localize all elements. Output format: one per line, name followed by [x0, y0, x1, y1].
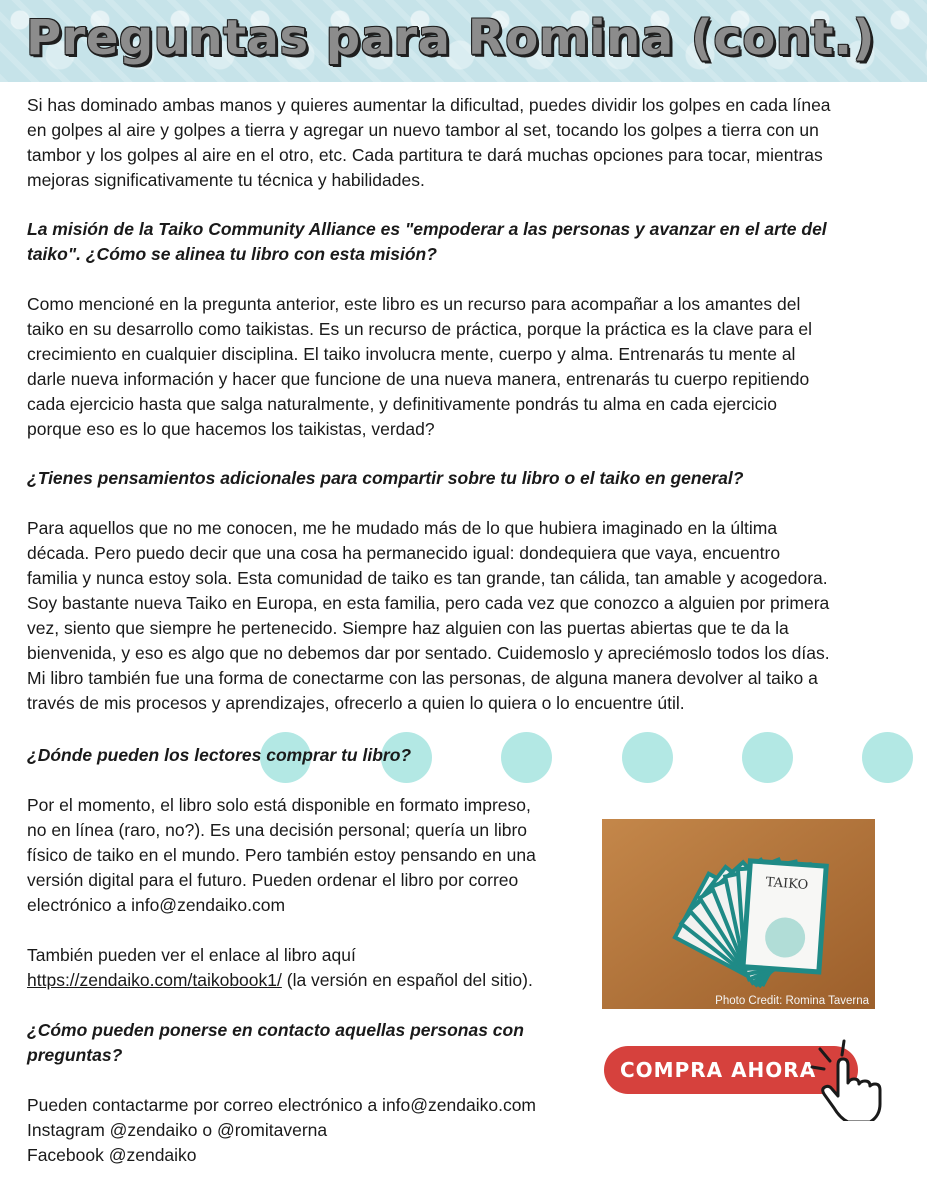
photo-credit: Photo Credit: Romina Taverna: [715, 995, 869, 1007]
paragraph-line: no en línea (raro, no?). Es una decisión personal; quería un libro: [27, 820, 528, 840]
paragraph-line: mejoras significativamente tu técnica y habilidades.: [27, 170, 425, 190]
paragraph-line: porque eso es lo que hacemos los taikistas, verdad?: [27, 419, 435, 439]
paragraph-line: cada ejercicio hasta que salga naturalmente, y definitivamente pondrás tu alma en cada ejercicio: [27, 394, 778, 414]
paragraph-line: Si has dominado ambas manos y quieres aumentar la dificultad, puedes dividir los golpes en cada línea: [27, 95, 831, 115]
paragraph-line: versión digital para el futuro. Pueden ordenar el libro por correo: [27, 870, 519, 890]
paragraph-line: físico de taiko en el mundo. Pero también estoy pensando en una: [27, 845, 536, 865]
paragraph-line: tambor y los golpes al aire en el otro, etc. Cada partitura te dará muchas opciones para tocar, mientras: [27, 145, 823, 165]
paragraph-line: taiko en su desarrollo como taikistas. Es un recurso de práctica, porque la práctica es la clave para el: [27, 319, 812, 339]
paragraph-line: [27, 968, 533, 993]
paragraph-line: Mi libro también fue una forma de conectarme con las personas, de alguna manera devolver al taiko a: [27, 668, 818, 688]
paragraph-line: electrónico a info@zendaiko.com: [27, 895, 286, 915]
paragraph-line: vez, siento que siempre he pertenecido. Siempre haz alguien con las puertas abiertas que te da la: [27, 618, 789, 638]
paragraph-line: Facebook @zendaiko: [27, 1145, 197, 1165]
decorative-dot: [862, 732, 913, 783]
question-heading: ¿Tienes pensamientos adicionales para compartir sobre tu libro o el taiko en general?: [27, 468, 744, 488]
page-title: Preguntas para Romina (cont.): [26, 10, 876, 66]
paragraph-line: Por el momento, el libro solo está disponible en formato impreso,: [27, 795, 531, 815]
header-banner: [0, 0, 927, 82]
paragraph-line: través de mis procesos y aprendizajes, ofrecerlo a quien lo quiera o lo encuentre útil.: [27, 693, 685, 713]
buy-now-label: COMPRA AHORA: [620, 1058, 817, 1082]
paragraph-line: Para aquellos que no me conocen, me he mudado más de lo que hubiera imaginado en la última: [27, 518, 778, 538]
book-fan-illustration: [602, 819, 875, 1009]
decorative-dot: [501, 732, 552, 783]
question-heading: La misión de la Taiko Community Alliance es "empoderar a las personas y avanzar en el arte del: [27, 219, 827, 239]
paragraph-line: Pueden contactarme por correo electrónico a info@zendaiko.com: [27, 1095, 537, 1115]
book-link[interactable]: https://zendaiko.com/taikobook1/: [27, 970, 282, 990]
decorative-dot: [742, 732, 793, 783]
decorative-dot: [622, 732, 673, 783]
paragraph-line: Instagram @zendaiko o @romitaverna: [27, 1120, 328, 1140]
paragraph-line: Como mencioné en la pregunta anterior, este libro es un recurso para acompañar a los amantes del: [27, 294, 801, 314]
paragraph-line: darle nueva información y hacer que funcione de una nueva manera, entrenarás tu cuerpo repitiendo: [27, 369, 810, 389]
paragraph-line: en golpes al aire y golpes a tierra y agregar un nuevo tambor al set, tocando los golpes a tierra con un: [27, 120, 819, 140]
paragraph-line: Soy bastante nueva Taiko en Europa, en esta familia, pero cada vez que conozco a alguien por primera: [27, 593, 830, 613]
book-photo: [602, 819, 875, 1009]
paragraph-line: También pueden ver el enlace al libro aquí: [27, 945, 356, 965]
paragraph-line: familia y nunca estoy sola. Esta comunidad de taiko es tan grande, tan cálida, tan amable y acogedora.: [27, 568, 828, 588]
question-heading: ¿Cómo pueden ponerse en contacto aquellas personas con: [27, 1020, 524, 1040]
paragraph-line: década. Pero puedo decir que una cosa ha permanecido igual: dondequiera que vaya, encuentro: [27, 543, 781, 563]
hand-pointer-icon: [810, 1035, 886, 1121]
book-cover-title: TAIKO: [765, 875, 809, 893]
question-heading: ¿Dónde pueden los lectores comprar tu libro?: [27, 745, 412, 765]
question-heading: taiko". ¿Cómo se alinea tu libro con esta misión?: [27, 244, 437, 264]
question-heading: preguntas?: [27, 1045, 123, 1065]
paragraph-line: crecimiento en cualquier disciplina. El taiko involucra mente, cuerpo y alma. Entrenarás tu mente al: [27, 344, 796, 364]
paragraph-line: bienvenida, y eso es algo que no debemos dar por sentado. Cuidemoslo y apreciémoslo todos los días.: [27, 643, 830, 663]
link-suffix: (la versión en español del sitio).: [281, 970, 533, 990]
